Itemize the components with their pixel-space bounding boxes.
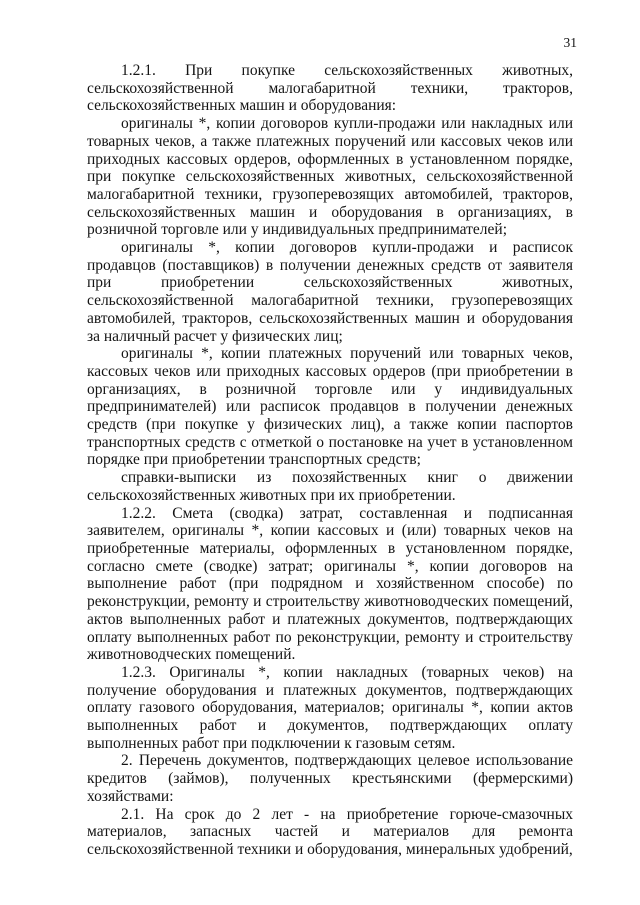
paragraph-1-2-2: 1.2.2. Смета (сводка) затрат, составленная и подписанная заявителем, оригиналы *, копии кассовых и (или) товарных чеков на приобретенные материалы, оформленных в установленном порядке, согласно смете (сводке) затрат; оригиналы *, копии договоров на выполнение работ (при подрядном и хозяйственном способе) по реконструкции, ремонту и строительству животноводческих помещений, актов выполненных работ и платежных документов, подтверждающих оплату выполненных работ по реконструкции, ремонту и строительству животноводческих помещений. <box>87 504 573 664</box>
page-number: 31 <box>563 35 577 50</box>
paragraph-household-book-extracts: справки-выписки из похозяйственных книг о движении сельскохозяйственных животных при их приобретении. <box>87 469 573 504</box>
paragraph-1-2-1: 1.2.1. При покупке сельскохозяйственных животных, сельскохозяйственной малогабаритной техники, тракторов, сельскохозяйственных машин и оборудования: <box>87 62 573 115</box>
paragraph-2-1: 2.1. На срок до 2 лет - на приобретение горюче-смазочных материалов, запасных частей и материалов для ремонта сельскохозяйственной техники и оборудования, минеральных удобрений, <box>87 805 573 858</box>
paragraph-1-2-3: 1.2.3. Оригиналы *, копии накладных (товарных чеков) на получение оборудования и платежных документов, подтверждающих оплату газового оборудования, материалов; оригиналы *, копии актов выполненных работ и документов, подтверждающих оплату выполненных работ при подключении к газовым сетям. <box>87 663 573 752</box>
paragraph-2: 2. Перечень документов, подтверждающих целевое использование кредитов (займов), полученных крестьянскими (фермерскими) хозяйствами: <box>87 752 573 805</box>
paragraph-originals-payment-orders: оригиналы *, копии платежных поручений или товарных чеков, кассовых чеков или приходных кассовых ордеров (при приобретении в организациях, в розничной торговле или у индивидуальных предпринимателей) или расписок продавцов в получении денежных средств (при покупке у физических лиц), а также копии паспортов транспортных средств с отметкой о постановке на учет в установленном порядке при приобретении транспортных средств; <box>87 345 573 469</box>
document-body <box>87 62 573 859</box>
paragraph-originals-receipts-individuals: оригиналы *, копии договоров купли-продажи и расписок продавцов (поставщиков) в получении денежных средств от заявителя при приобретении сельскохозяйственных животных, сельскохозяйственной малогабаритной техники, грузоперевозящих автомобилей, тракторов, сельскохозяйственных машин и оборудования за наличный расчет у физических лиц; <box>87 239 573 345</box>
paragraph-originals-purchase-docs: оригиналы *, копии договоров купли-продажи или накладных или товарных чеков, а также платежных поручений или кассовых чеков или приходных кассовых ордеров, оформленных в установленном порядке, при покупке сельскохозяйственных животных, сельскохозяйственной малогабаритной техники, грузоперевозящих автомобилей, тракторов, сельскохозяйственных машин и оборудования в организациях, в розничной торговле или у индивидуальных предпринимателей; <box>87 115 573 239</box>
